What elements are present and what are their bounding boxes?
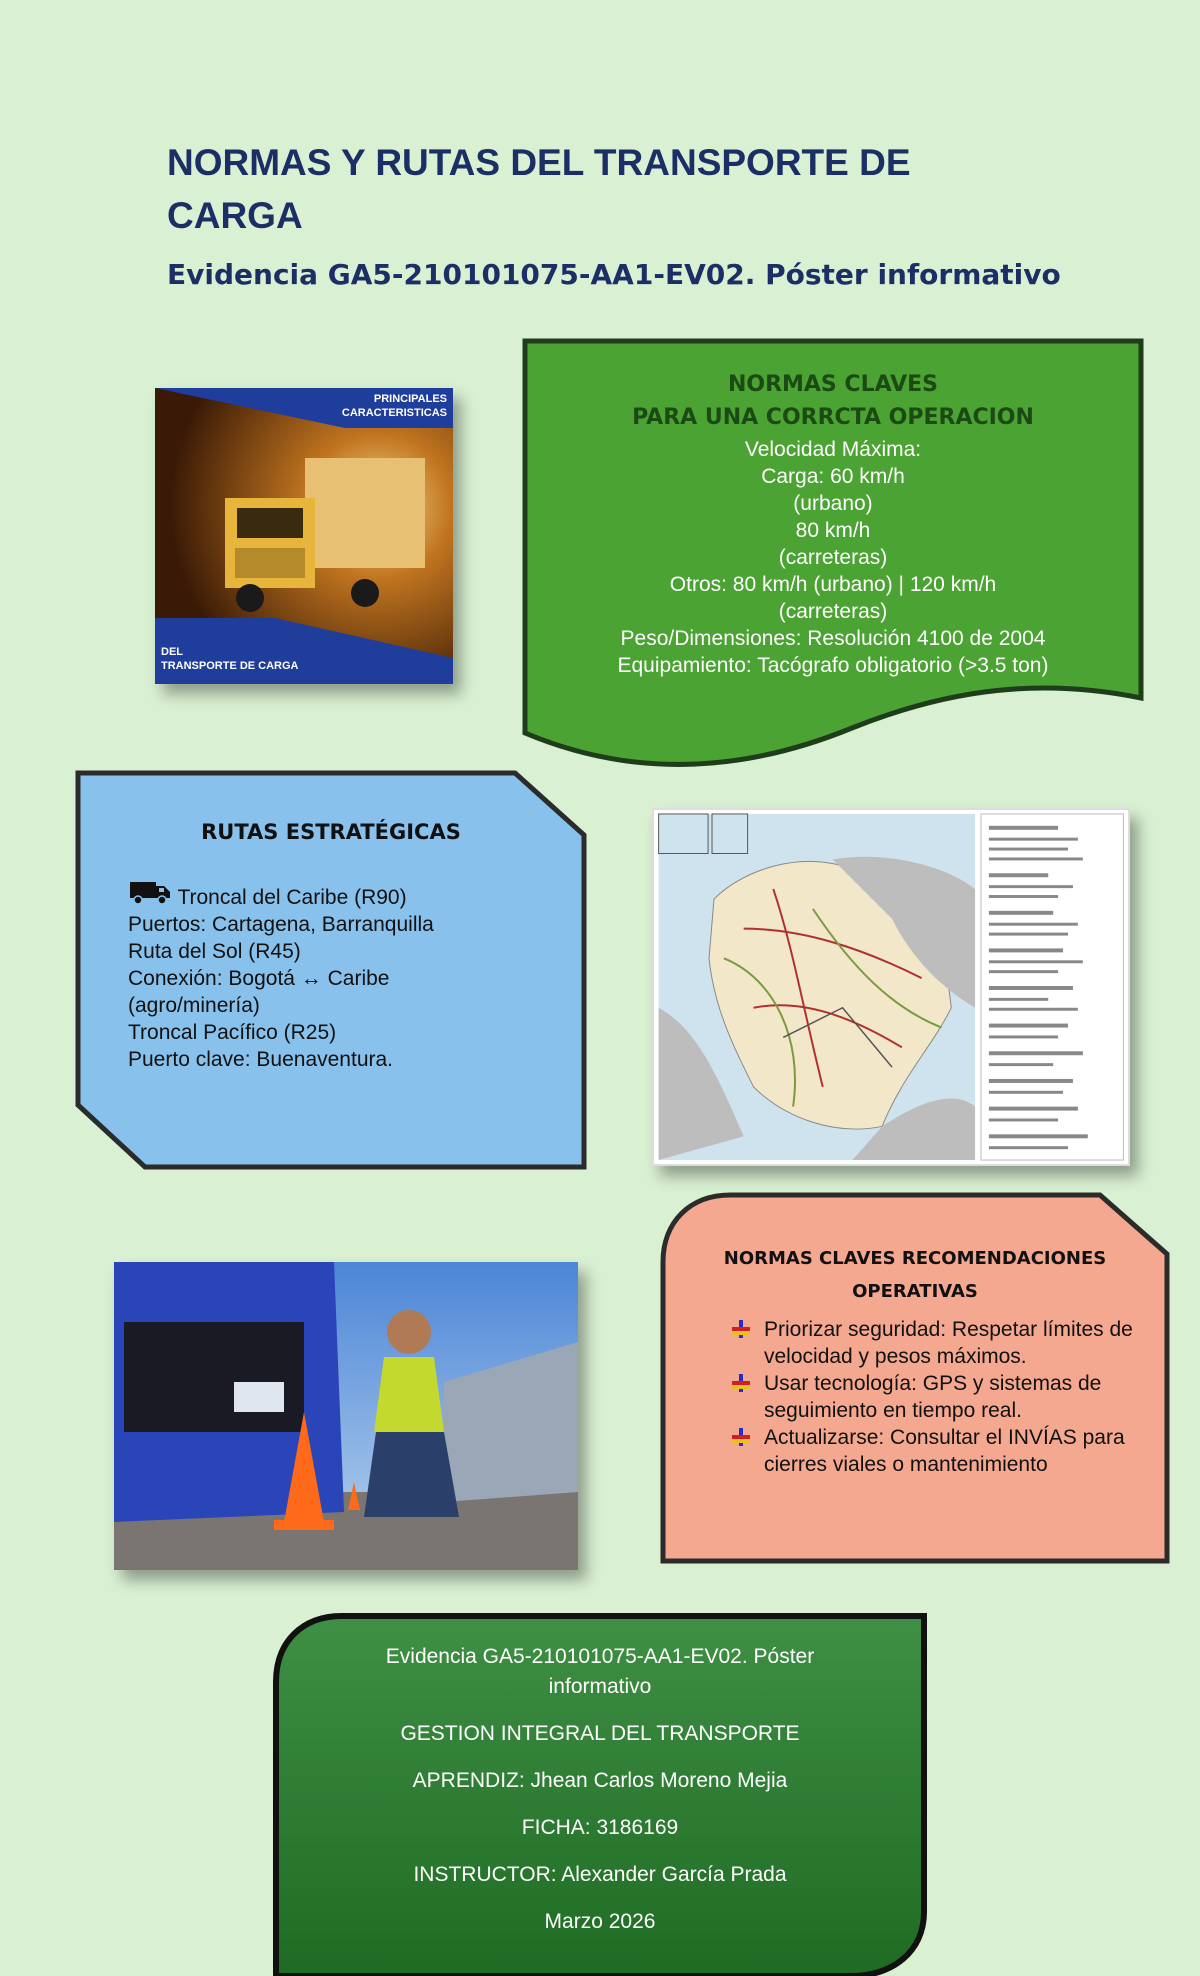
normas-line: (carreteras) <box>778 546 888 569</box>
rutas-line: Conexión: Bogotá ↔ Caribe <box>128 967 390 990</box>
recomendacion-text: Priorizar seguridad: Respetar límites de velocidad y pesos máximos. <box>764 1318 1133 1368</box>
rutas-line: Troncal Pacífico (R25) <box>128 1021 337 1044</box>
footer-fecha: Marzo 2026 <box>544 1910 656 1933</box>
rutas-heading: RUTAS ESTRATÉGICAS <box>201 820 461 844</box>
colombia-map-image <box>652 808 1130 1166</box>
page-title: NORMAS Y RUTAS DEL TRANSPORTE DE CARGA <box>167 142 911 236</box>
recomendacion-text: Usar tecnología: GPS y sistemas de seguimiento en tiempo real. <box>764 1372 1102 1422</box>
normas-heading-2: PARA UNA CORRCTA OPERACION <box>632 405 1034 430</box>
footer-evidencia: Evidencia GA5-210101075-AA1-EV02. Póster informativo <box>385 1645 815 1698</box>
rutas-line: Puerto clave: Buenaventura. <box>128 1048 394 1071</box>
rutas-line: (agro/minería) <box>128 994 260 1017</box>
normas-line: 80 km/h <box>795 519 871 542</box>
rutas-line-text: Troncal del Caribe (R90) <box>172 886 407 909</box>
normas-line: (carreteras) <box>778 600 888 623</box>
recomendaciones-heading-1: NORMAS CLAVES RECOMENDACIONES <box>723 1248 1107 1269</box>
footer-aprendiz: APRENDIZ: Jhean Carlos Moreno Mejia <box>412 1769 788 1792</box>
normas-line: Otros: 80 km/h (urbano) | 120 km/h <box>669 573 997 596</box>
recomendacion-text: Actualizarse: Consultar el INVÍAS para cierres viales o mantenimiento <box>764 1426 1125 1476</box>
recomendaciones-box <box>660 1192 1170 1564</box>
recomendacion-item <box>732 1316 1142 1370</box>
footer-programa: GESTION INTEGRAL DEL TRANSPORTE <box>400 1722 800 1745</box>
normas-claves-box <box>522 338 1144 784</box>
footer-info-box <box>272 1612 928 1976</box>
normas-line: Equipamiento: Tacógrafo obligatorio (>3.5 ton) <box>617 654 1049 677</box>
bullet-icon <box>732 1374 750 1392</box>
truck-image <box>155 388 453 684</box>
truck-image-bottom-text-1: DEL <box>161 646 183 658</box>
truck-image-top-text-1: PRINCIPALES <box>373 393 447 405</box>
normas-line: Peso/Dimensiones: Resolución 4100 de 2004 <box>620 627 1046 650</box>
rutas-estrategicas-box <box>75 770 587 1170</box>
rutas-line <box>128 878 568 911</box>
footer-ficha: FICHA: 3186169 <box>521 1816 679 1839</box>
truck-icon <box>128 878 172 906</box>
footer-instructor: INSTRUCTOR: Alexander García Prada <box>413 1863 787 1886</box>
page-subtitle: Evidencia GA5-210101075-AA1-EV02. Póster informativo <box>167 258 1061 291</box>
normas-line: Carga: 60 km/h <box>761 465 905 488</box>
truck-image-top-text-2: CARACTERISTICAS <box>341 407 447 419</box>
normas-heading-1: NORMAS CLAVES <box>727 372 939 397</box>
normas-line: Velocidad Máxima: <box>744 438 922 461</box>
rutas-line: Puertos: Cartagena, Barranquilla <box>128 913 434 936</box>
recomendacion-item <box>732 1370 1142 1424</box>
recomendaciones-heading-2: OPERATIVAS <box>852 1281 978 1302</box>
normas-line: (urbano) <box>793 492 873 515</box>
rutas-line: Ruta del Sol (R45) <box>128 940 301 963</box>
worker-truck-image <box>114 1262 578 1570</box>
bullet-icon <box>732 1320 750 1338</box>
bullet-icon <box>732 1428 750 1446</box>
truck-image-bottom-text-2: TRANSPORTE DE CARGA <box>161 660 299 672</box>
recomendacion-item <box>732 1424 1142 1478</box>
